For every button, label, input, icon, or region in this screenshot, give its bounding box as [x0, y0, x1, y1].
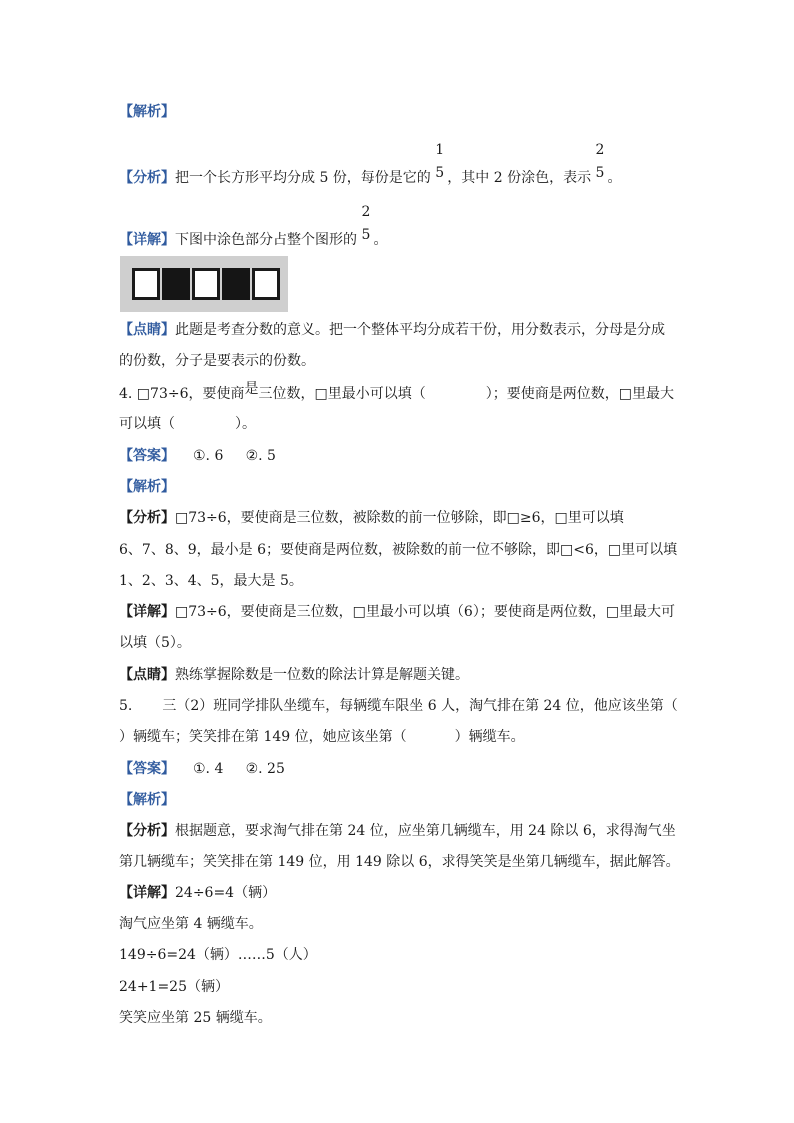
answer-text: ①. 6 ②. 5: [193, 448, 276, 464]
q4-text-d: 可以填（: [119, 416, 175, 432]
analysis-q4-text-2: 6、7、8、9，最小是 6；要使商是两位数，被除数的前一位不够除，即□<6，□里可以填: [119, 542, 678, 558]
tag-fenxi: 【分析】: [119, 170, 175, 186]
analysis-line: [119, 142, 622, 187]
analysis-text-1: 把一个长方形平均分成 5 份，每份是它的: [175, 170, 431, 186]
tag-jiexi-2: 【解析】: [119, 479, 175, 495]
tag-jiexi: 【解析】: [119, 104, 175, 120]
strip-cell-5: [252, 268, 280, 300]
analysis-line-q4-3: [119, 572, 303, 590]
q4-text-a: 4. □73÷6，要使商: [119, 386, 245, 402]
tag-xiangjie: 【详解】: [119, 232, 175, 248]
tag-xiangjie-2: 【详解】: [119, 604, 175, 620]
strip-cell-4: [222, 268, 250, 300]
question-5-line-1: [119, 697, 678, 715]
detail-text-2: 。: [373, 232, 388, 248]
q4-text-b: 三位数，□里最小可以填（: [258, 386, 426, 402]
detail-line-q5-5: [119, 1009, 272, 1027]
analysis-text-2: ，其中 2 份涂色，表示: [447, 170, 592, 186]
analysis-line-q5-1: [119, 822, 676, 840]
section-header-jiexi-2: [119, 478, 175, 496]
detail-q5-text-2: 淘气应坐第 4 辆缆车。: [119, 916, 263, 932]
detail-q5-text-1: 24÷6=4（辆）: [175, 885, 277, 901]
tag-fenxi-2: 【分析】: [119, 510, 175, 526]
analysis-q4-text-3: 1、2、3、4、5，最大是 5。: [119, 573, 303, 589]
q4-text-c: ）；要使商是两位数，□里最大: [485, 386, 674, 402]
detail-q5-text-5: 笑笑应坐第 25 辆缆车。: [119, 1010, 272, 1026]
analysis-q5-text-1: 根据题意，要求淘气排在第 24 位，应坐第几辆缆车，用 24 除以 6，求得淘气坐: [175, 823, 676, 839]
q4-superscript: 是: [244, 381, 259, 397]
section-header-jiexi-3: [119, 791, 175, 809]
detail-line-q5-1: [119, 884, 276, 902]
tag-fenxi-3: 【分析】: [119, 823, 175, 839]
fraction-strip-figure: [120, 256, 288, 312]
analysis-q4-text-1: □73÷6，要使商是三位数，被除数的前一位够除，即□≥6，□里可以填: [175, 510, 624, 526]
detail-q4-text-1: □73÷6，要使商是三位数，□里最小可以填（6）；要使商是两位数，□里最大可: [175, 604, 676, 620]
tag-dianjing-2: 【点睛】: [119, 667, 175, 683]
q5-text-3: ）辆缆车。: [454, 729, 525, 745]
fraction-two-fifths: 2 5: [595, 142, 605, 181]
analysis-text-3: 。: [607, 170, 622, 186]
strip-cell-3: [192, 268, 220, 300]
tag-daan-2: 【答案】: [119, 761, 175, 777]
fraction-two-fifths-detail: 2 5: [361, 204, 371, 243]
point-line-q4: [119, 666, 469, 684]
analysis-q5-text-2: 第几辆缆车；笑笑排在第 149 位，用 149 除以 6，求得笑笑是坐第几辆缆车，据此解答。: [119, 854, 680, 870]
q5-number: 5.: [119, 698, 133, 714]
point-line-1: [119, 321, 665, 339]
strip-cell-2: [162, 268, 190, 300]
answer-line-q4: [119, 447, 276, 465]
answer-text-2: ①. 4 ②. 25: [193, 761, 285, 777]
analysis-line-q5-2: [119, 853, 680, 871]
strip-cell-1: [132, 268, 160, 300]
tag-dianjing: 【点睛】: [119, 322, 175, 338]
tag-jiexi-3: 【解析】: [119, 792, 175, 808]
analysis-line-q4-1: [119, 509, 624, 527]
point-text: 此题是考查分数的意义。把一个整体平均分成若干份，用分数表示，分母是分成: [175, 322, 665, 338]
detail-text-1: 下图中涂色部分占整个图形的: [175, 232, 357, 248]
point-q4-text: 熟练掌握除数是一位数的除法计算是解题关键。: [175, 667, 469, 683]
detail-q5-text-4: 24+1=25（辆）: [119, 979, 229, 995]
detail-line-q5-4: [119, 978, 229, 996]
detail-line: [119, 204, 388, 249]
detail-line-q4-2: [119, 634, 191, 652]
tag-daan: 【答案】: [119, 448, 175, 464]
fraction-one-fifth: 1 5: [435, 142, 445, 181]
detail-q4-text-2: 以填（5）。: [119, 635, 191, 651]
detail-q5-text-3: 149÷6=24（辆）……5（人）: [119, 947, 317, 963]
answer-line-q5: [119, 760, 285, 778]
question-5-line-2: [119, 728, 525, 746]
analysis-line-q4-2: [119, 541, 677, 559]
q5-text-1: 三（2）班同学排队坐缆车，每辆缆车限坐 6 人，淘气排在第 24 位，他应该坐第（: [162, 698, 678, 714]
detail-line-q5-3: [119, 946, 317, 964]
question-4-line-2: [119, 415, 256, 433]
question-4-line-1: [119, 381, 674, 403]
q5-text-2: ）辆缆车；笑笑排在第 149 位，她应该坐第（: [119, 729, 407, 745]
point-text-cont: 的份数，分子是要表示的份数。: [119, 353, 315, 369]
detail-line-q5-2: [119, 915, 263, 933]
section-header-jiexi: [119, 103, 175, 121]
point-line-2: [119, 352, 315, 370]
detail-line-q4-1: [119, 603, 675, 621]
q4-text-e: ）。: [235, 416, 256, 432]
tag-xiangjie-3: 【详解】: [119, 885, 175, 901]
